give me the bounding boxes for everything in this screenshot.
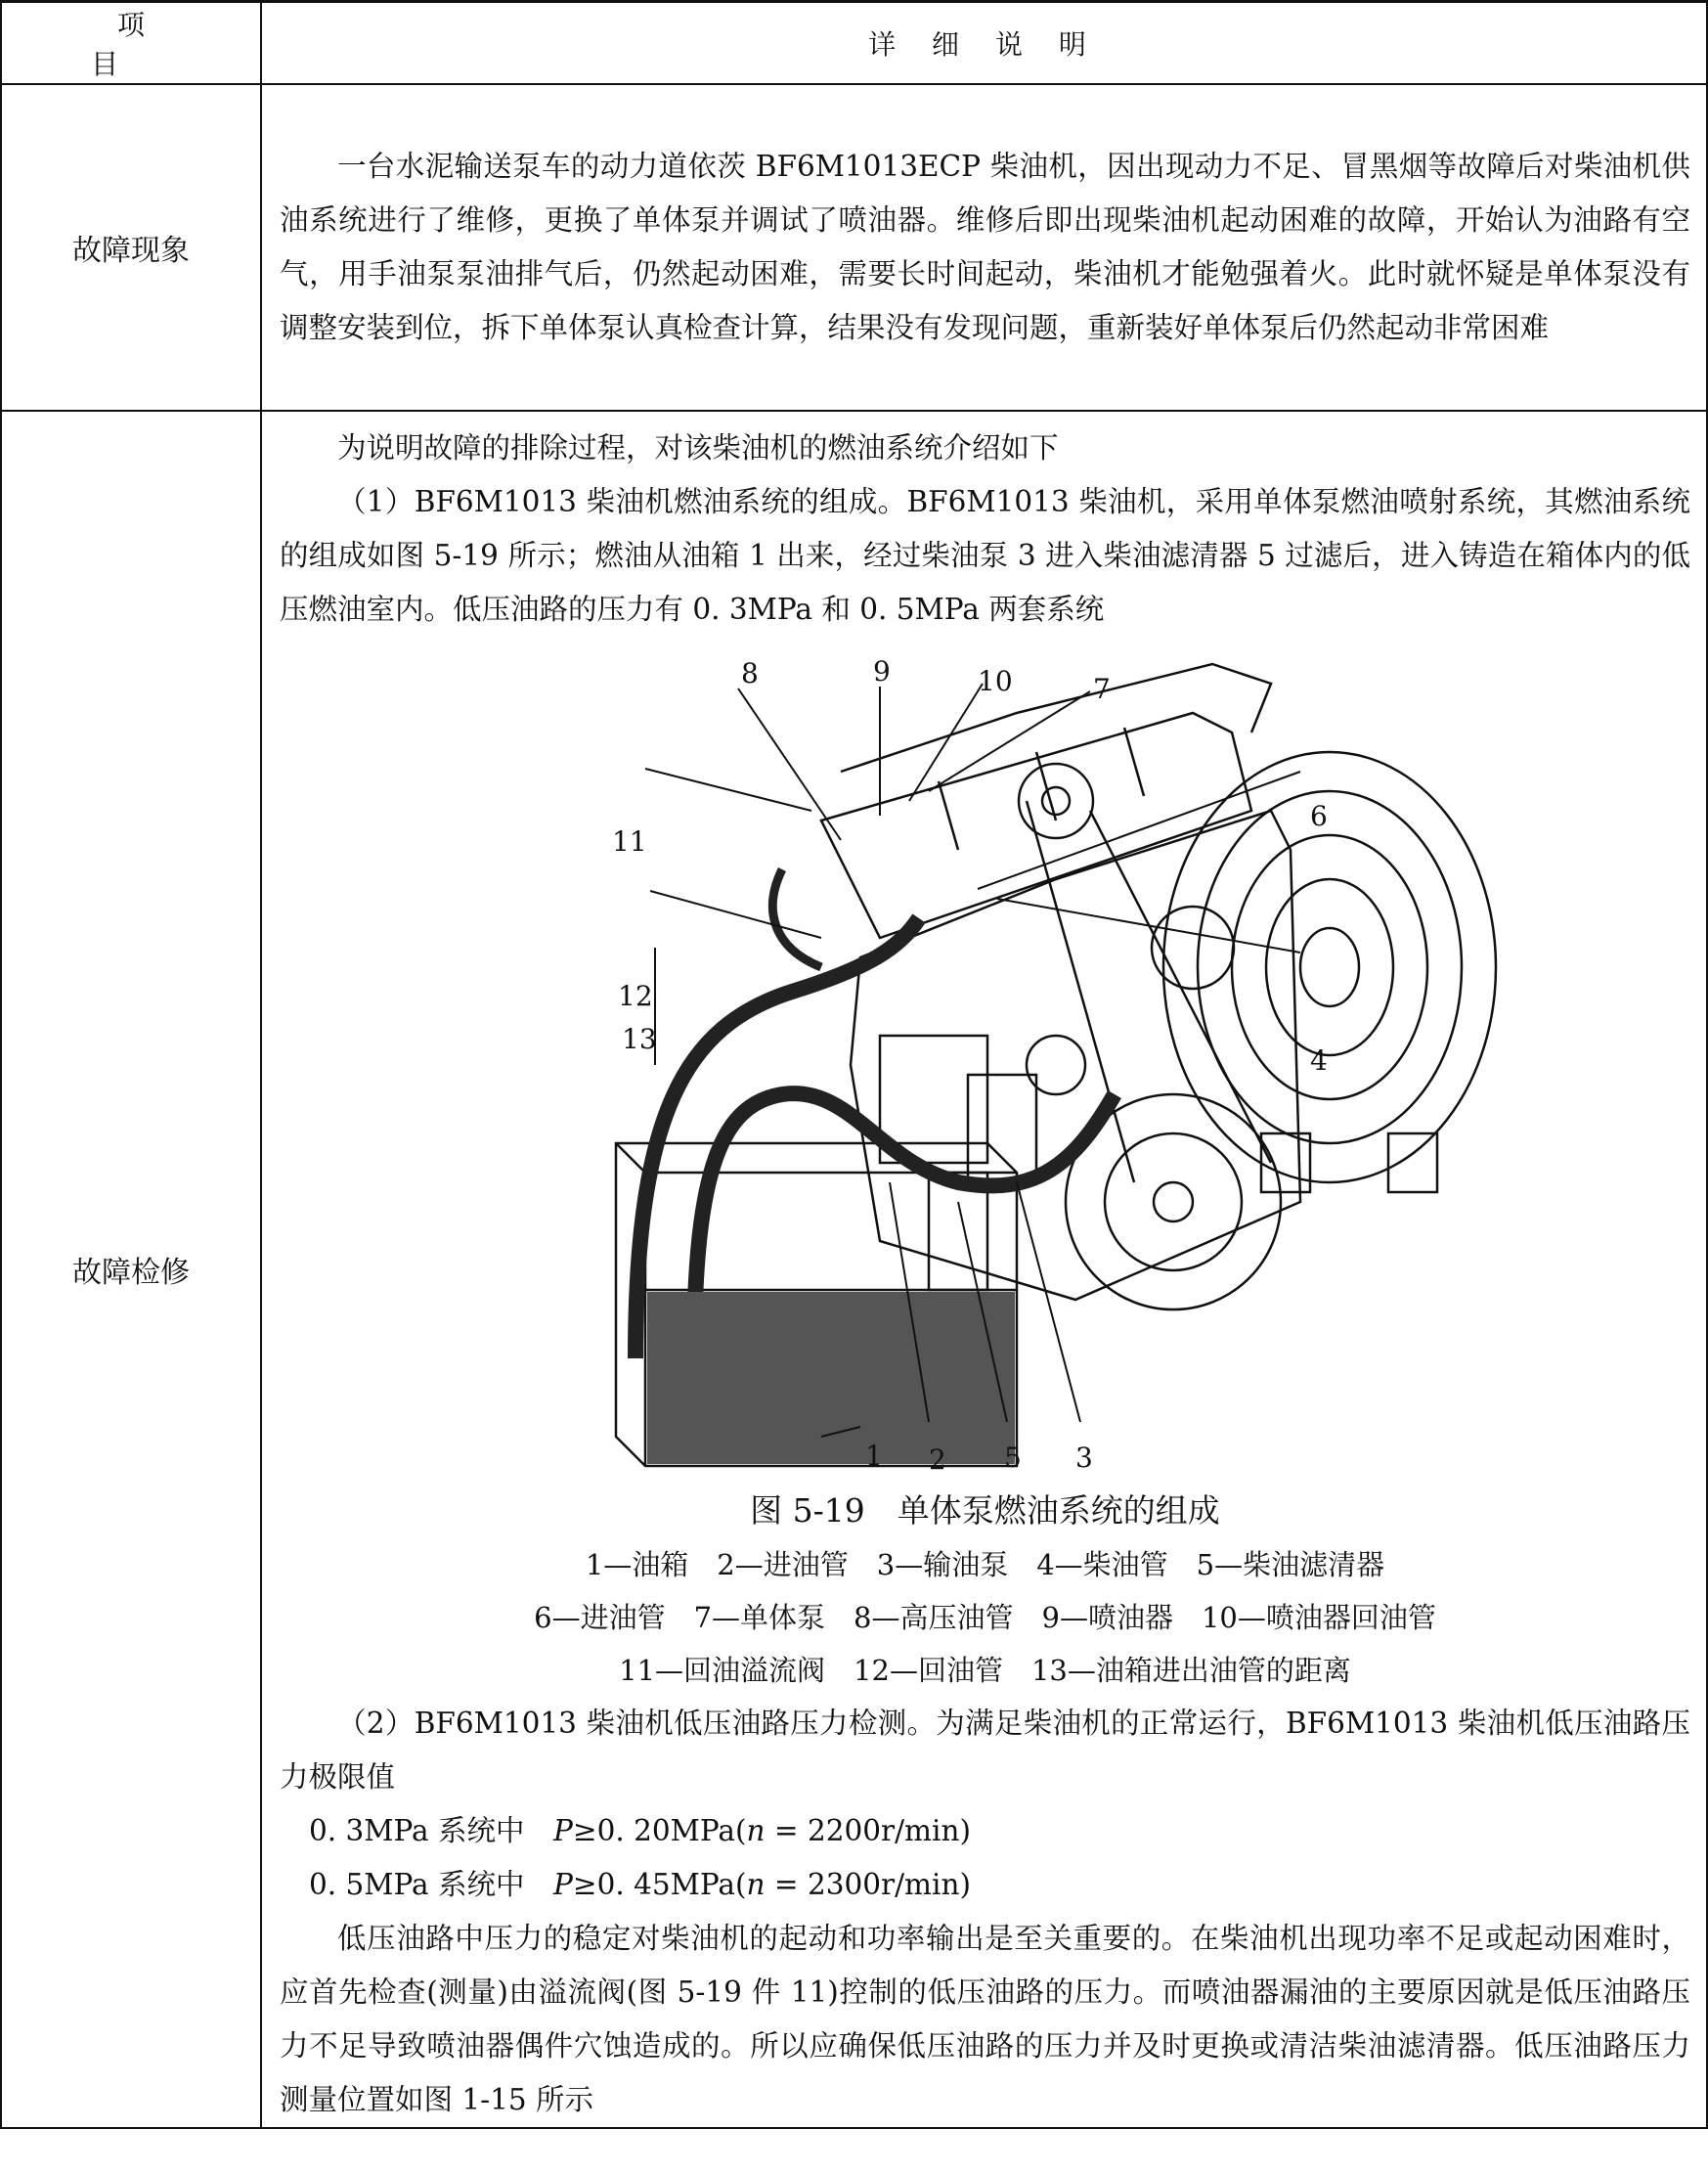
figure-legend-line-2: 6—进油管 7—单体泵 8—高压油管 9—喷油器 10—喷油器回油管 [534,1601,1436,1634]
formula-0-5mpa [280,1858,1690,1912]
formula-2-prefix: 0. 5MPa 系统中 [309,1868,553,1901]
formula-2-end: = 2300r/min) [765,1868,971,1901]
callout-1: 1 [865,1440,883,1472]
header-description: 详 细 说 明 [261,2,1707,85]
callout-3: 3 [1075,1442,1093,1474]
header-row [1,2,1707,85]
callout-2: 2 [929,1443,946,1476]
callout-10: 10 [978,665,1013,697]
formula-2-mid: ≥0. 45MPa( [572,1868,747,1901]
callout-6: 6 [1310,800,1328,832]
repair-intro: 为说明故障的排除过程，对该柴油机的燃油系统介绍如下 [337,431,1059,465]
callout-4: 4 [1310,1044,1328,1077]
callout-9: 9 [873,655,891,688]
engine-figure [528,654,1506,1478]
symptom-text: 一台水泥输送泵车的动力道依茨 BF6M1013ECP 柴油机，因出现动力不足、冒黑烟等故障后对柴油机供油系统进行了维修，更换了单体泵并调试了喷油器。维修后即出现柴油机起动困难的故障，开始认为油路有空气，用手油泵泵油排气后，仍然起动困难，需要长时间起动，柴油机才能勉强着火。此时就怀疑是单体泵没有调整安装到位，拆下单体泵认真检查计算，结果没有发现问题，重新装好单体泵后仍然起动非常困难 [280,150,1690,344]
figure-legend-line-3: 11—回油溢流阀 12—回油管 13—油箱进出油管的距离 [619,1654,1351,1687]
repair-para-1: （1）BF6M1013 柴油机燃油系统的组成。BF6M1013 柴油机，采用单体泵燃油喷射系统，其燃油系统的组成如图 5-19 所示；燃油从油箱 1 出来，经过柴油泵 3 进入柴油滤清器 5 过滤后，进入铸造在箱体内的低压燃油室内。低压油路的压力有 0. 3MPa 和 0. 5MPa 两套系统 [280,485,1690,626]
callout-8: 8 [741,657,759,689]
formula-2-p: P [553,1868,573,1901]
engine-illustration [528,654,1506,1478]
formula-0-3mpa [280,1804,1690,1858]
row-body-symptom [261,84,1707,411]
header-item: 项 目 [1,2,261,85]
callout-12: 12 [618,980,653,1012]
repair-para-2: （2）BF6M1013 柴油机低压油路压力检测。为满足柴油机的正常运行，BF6M1013 柴油机低压油路压力极限值 [280,1707,1690,1794]
callout-5: 5 [1004,1442,1022,1474]
row-body-repair [261,411,1707,2128]
row-label-symptom: 故障现象 [1,84,261,411]
row-repair [1,411,1707,2128]
repair-para-3: 低压油路中压力的稳定对柴油机的起动和功率输出是至关重要的。在柴油机出现功率不足或起动困难时，应首先检查(测量)由溢流阀(图 5-19 件 11)控制的低压油路的压力。而喷油器漏油的主要原因就是低压油路压力不足导致喷油器偶件穴蚀造成的。所以应确保低压油路的压力并及时更换或清洁柴油滤清器。低压油路压力测量位置如图 1-15 所示 [280,1922,1690,2116]
formula-1-n: n [746,1814,766,1847]
formula-1-end: = 2200r/min) [765,1814,971,1847]
formula-1-mid: ≥0. 20MPa( [572,1814,747,1847]
row-label-repair: 故障检修 [1,411,261,2128]
callout-11: 11 [612,825,647,858]
formula-1-p: P [553,1814,573,1847]
figure-legend-line-1: 1—油箱 2—进油管 3—输油泵 4—柴油管 5—柴油滤清器 [585,1548,1385,1581]
callout-7: 7 [1093,673,1111,705]
callout-13: 13 [622,1023,657,1055]
formula-2-n: n [746,1868,766,1901]
row-symptom [1,84,1707,411]
formula-1-prefix: 0. 3MPa 系统中 [309,1814,553,1847]
figure-caption: 图 5-19 单体泵燃油系统的组成 [750,1491,1220,1530]
